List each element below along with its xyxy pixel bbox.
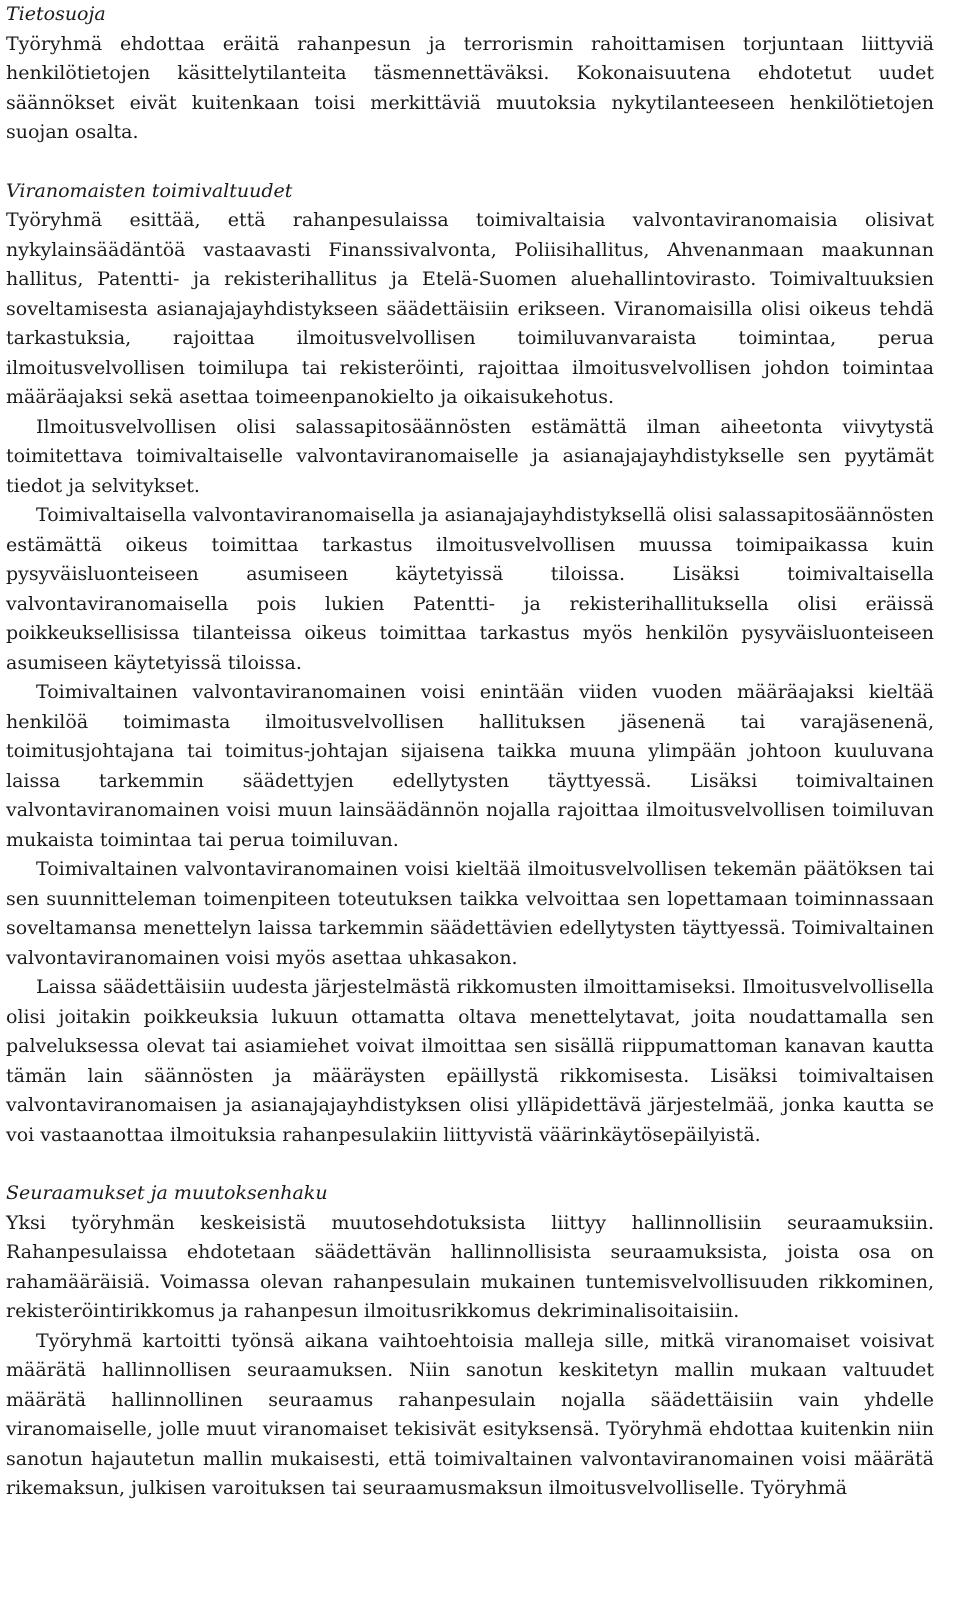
paragraph: Toimivaltainen valvontaviranomainen voisi kieltää ilmoitusvelvollisen tekemän päätöksen tai sen suunnitteleman toimenpiteen toteutuksen taikka velvoittaa sen lopettamaan toiminnassaan soveltamansa menettelyn laissa tarkemmin säädettävien edellytysten täyttyessä. Toimivaltainen valvontaviranomainen voisi myös asettaa uhkasakon. xyxy=(6,858,934,969)
section-heading: Tietosuoja xyxy=(6,3,106,25)
section-spacer xyxy=(6,1150,934,1179)
paragraph: Yksi työryhmän keskeisistä muutosehdotuksista liittyy hallinnollisiin seuraamuksiin. Rahanpesulaissa ehdotetaan säädettävän hallinnollisista seuraamuksista, joista osa on rahamääräisiä. Voimassa olevan rahanpesulain mukainen tuntemisvelvollisuuden rikkominen, rekisteröintirikkomus ja rahanpesun ilmoitusrikkomus dekriminalisoitaisiin. xyxy=(6,1211,934,1322)
paragraph: Toimivaltaisella valvontaviranomaisella ja asianajajayhdistyksellä olisi salassapitosäännösten estämättä oikeus toimittaa tarkastus ilmoitusvelvollisen muussa toimipaikassa kuin pysyväisluonteiseen asumiseen käytetyissä tiloissa. Lisäksi toimivaltaisella valvontaviranomaisella pois lukien Patentti- ja rekisterihallituksella olisi eräissä poikkeuksellisissa tilanteissa oikeus toimittaa tarkastus myös henkilön pysyväisluonteiseen asumiseen käytetyissä tiloissa. xyxy=(6,504,934,674)
section-heading: Viranomaisten toimivaltuudet xyxy=(6,179,293,202)
section-seuraamukset-ja-muutoksenhaku xyxy=(6,1179,934,1504)
paragraph: Toimivaltainen valvontaviranomainen voisi enintään viiden vuoden määräajaksi kieltää henkilöä toimimasta ilmoitusvelvollisen hallituksen jäsenenä tai varajäsenenä, toimitusjohtajana tai toimitus-johtajan sijaisena taikka muuna ylimpään johtoon kuuluvana laissa tarkemmin säädettyjen edellytysten täyttyessä. Lisäksi toimivaltainen valvontaviranomainen voisi muun lainsäädännön nojalla rajoittaa ilmoitusvelvollisen toimiluvan mukaista toimintaa tai perua toimiluvan. xyxy=(6,681,934,851)
paragraph: Työryhmä kartoitti työnsä aikana vaihtoehtoisia malleja sille, mitkä viranomaiset voisivat määrätä hallinnollisen seuraamuksen. Niin sanotun keskitetyn mallin mukaan valtuudet määrätä hallinnollinen seuraamus rahanpesulain nojalla säädettäisiin vain yhdelle viranomaiselle, jolle muut viranomaiset tekisivät esityksensä. Työryhmä ehdottaa kuitenkin niin sanotun hajautetun mallin mukaisesti, että toimivaltainen valvontaviranomainen voisi määrätä rikemaksun, julkisen varoituksen tai seuraamusmaksun ilmoitusvelvolliselle. Työryhmä xyxy=(6,1329,934,1499)
section-spacer xyxy=(6,148,934,177)
section-tietosuoja xyxy=(6,0,934,148)
paragraph: Työryhmä esittää, että rahanpesulaissa toimivaltaisia valvontaviranomaisia olisivat nykylainsäädäntöä vastaavasti Finanssivalvonta, Poliisihallitus, Ahvenanmaan maakunnan hallitus, Patentti- ja rekisterihallitus ja Etelä-Suomen aluehallintovirasto. Toimivaltuuksien soveltamisesta asianajajayhdistykseen säädettäisiin erikseen. Viranomaisilla olisi oikeus tehdä tarkastuksia, rajoittaa ilmoitusvelvollisen toimiluvanvaraista toimintaa, perua ilmoitusvelvollisen toimilupa tai rekisteröinti, rajoittaa ilmoitusvelvollisen johdon toimintaa määräajaksi sekä asettaa toimeenpanokielto ja oikaisukehotus. xyxy=(6,209,934,408)
paragraph: Laissa säädettäisiin uudesta järjestelmästä rikkomusten ilmoittamiseksi. Ilmoitusvelvollisella olisi joitakin poikkeuksia lukuun ottamatta oltava menettelytavat, joita noudattamalla sen palveluksessa olevat tai asiamiehet voivat ilmoittaa sen sisällä riippumattoman kanavan kautta tämän lain säännösten ja määräysten epäillystä rikkomisesta. Lisäksi toimivaltaisen valvontaviranomaisen ja asianajajayhdistyksen olisi ylläpidettävä järjestelmää, jonka kautta se voi vastaanottaa ilmoituksia rahanpesulakiin liittyvistä väärinkäytösepäilyistä. xyxy=(6,976,934,1146)
paragraph: Ilmoitusvelvollisen olisi salassapitosäännösten estämättä ilman aiheetonta viivytystä toimitettava toimivaltaiselle valvontaviranomaiselle ja asianajajayhdistykselle sen pyytämät tiedot ja selvitykset. xyxy=(6,415,934,497)
section-viranomaisten-toimivaltuudet xyxy=(6,177,934,1151)
paragraph: Työryhmä ehdottaa eräitä rahanpesun ja terrorismin rahoittamisen torjuntaan liittyviä henkilötietojen käsittelytilanteita täsmennettäväksi. Kokonaisuutena ehdotetut uudet säännökset eivät kuitenkaan toisi merkittäviä muutoksia nykytilanteeseen henkilötietojen suojan osalta. xyxy=(6,32,934,143)
document-page xyxy=(6,0,934,1504)
section-heading: Seuraamukset ja muutoksenhaku xyxy=(6,1182,328,1204)
